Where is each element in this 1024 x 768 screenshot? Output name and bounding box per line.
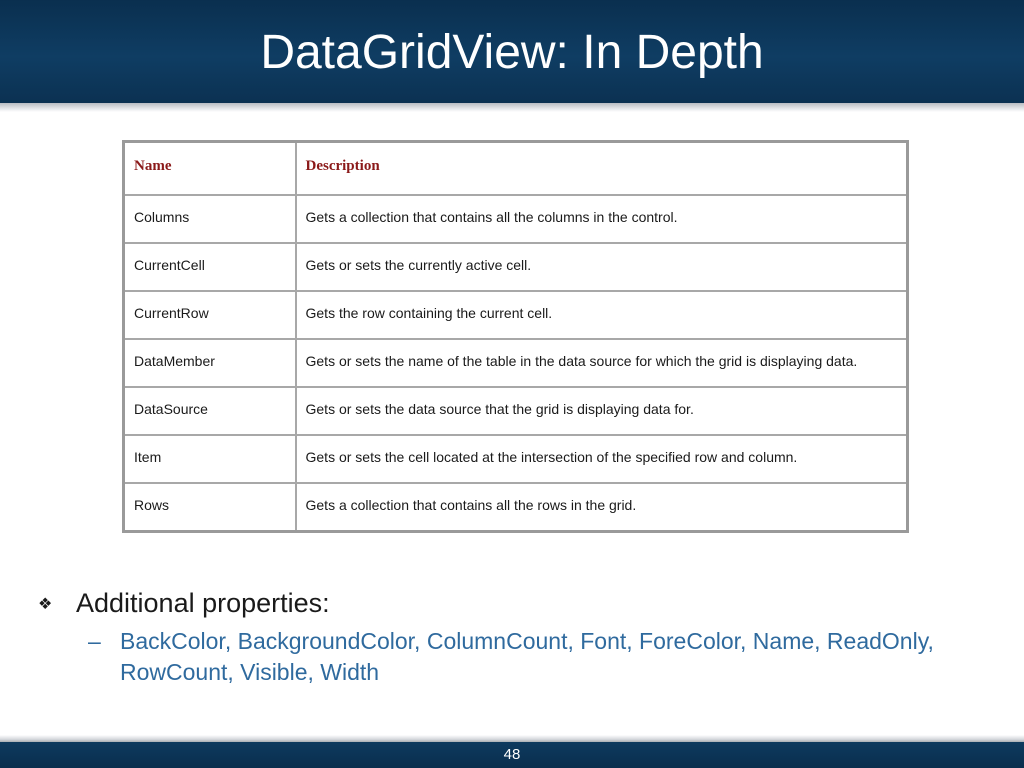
table-header-row	[124, 142, 908, 196]
bullet-item	[38, 586, 958, 620]
cell-name: CurrentCell	[124, 243, 296, 291]
slide-title: DataGridView: In Depth	[260, 26, 764, 79]
dash-bullet: –	[88, 628, 101, 654]
table-row	[124, 387, 908, 435]
cell-description: Gets the row containing the current cell.	[296, 291, 908, 339]
sub-bullet-item	[38, 626, 958, 688]
header-name: Name	[124, 142, 296, 196]
cell-name: Columns	[124, 195, 296, 243]
footer-bar	[0, 742, 1024, 768]
title-bar	[0, 0, 1024, 103]
cell-name: DataSource	[124, 387, 296, 435]
table-row	[124, 291, 908, 339]
diamond-bullet-icon: ❖	[38, 596, 53, 613]
cell-description: Gets a collection that contains all the rows in the grid.	[296, 483, 908, 532]
cell-name: DataMember	[124, 339, 296, 387]
cell-name: Item	[124, 435, 296, 483]
properties-table-container	[122, 140, 906, 533]
bullet-text: Additional properties:	[76, 588, 330, 618]
cell-description: Gets or sets the data source that the grid is displaying data for.	[296, 387, 908, 435]
cell-description: Gets or sets the currently active cell.	[296, 243, 908, 291]
cell-description: Gets or sets the name of the table in the data source for which the grid is displaying data.	[296, 339, 908, 387]
table-row	[124, 195, 908, 243]
page-number: 48	[503, 746, 521, 763]
bullet-list	[38, 586, 958, 688]
cell-description: Gets or sets the cell located at the intersection of the specified row and column.	[296, 435, 908, 483]
table-row	[124, 243, 908, 291]
sub-bullet-text: BackColor, BackgroundColor, ColumnCount, Font, ForeColor, Name, ReadOnly, RowCount, Visible, Width	[120, 628, 934, 685]
cell-name: CurrentRow	[124, 291, 296, 339]
properties-table	[122, 140, 909, 533]
table-row	[124, 435, 908, 483]
table-row	[124, 339, 908, 387]
cell-description: Gets a collection that contains all the columns in the control.	[296, 195, 908, 243]
cell-name: Rows	[124, 483, 296, 532]
header-description: Description	[296, 142, 908, 196]
table-row	[124, 483, 908, 532]
